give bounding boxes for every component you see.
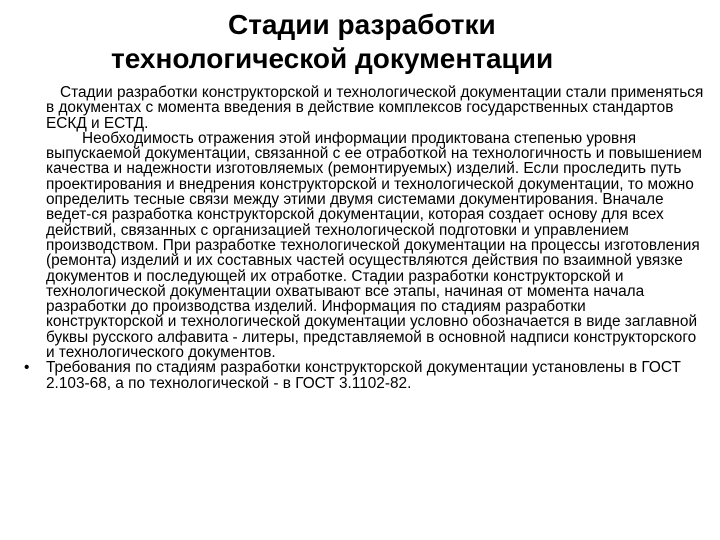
slide-title bbox=[0, 8, 720, 76]
slide-title-line-2: технологической документации bbox=[111, 43, 554, 74]
paragraph-2 bbox=[46, 131, 706, 360]
paragraph-1-text: Стадии разработки конструкторской и технологической документации стали применяться в документах с момента введения в действие комплексов государственных стандартов ЕСКД и ЕСТД. bbox=[46, 84, 704, 132]
bullet-marker: • bbox=[24, 359, 30, 377]
bullet-item-text: Требования по стадиям разработки конструкторской документации установлены в ГОСТ 2.103-68, а по технологической - в ГОСТ 3.1102-82. bbox=[46, 359, 681, 392]
paragraph-2-text: Необходимость отражения этой информации продиктована степенью уровня выпускаемой документации, связанной с ее отработкой на технологичность и повышением качества и надежности изготовляемых (ремонтируемых) изделий. Если проследить путь проектирования и внедрения конструкторской и технологической документации, то можно определить тесные связи между этими двумя системами документирования. Вначале ведет-ся разработка конструкторской документации, которая создает основу для всех действий, связанных с организацией технологической подготовки и управлением производством. При разработке технологической документации на процессы изготовления (ремонта) изделий и их составных частей осуществляются действия по взаимной увязке документов и последующей их отработке. Стадии разработки конструкторской и технологической документации охватывают все этапы, начиная от момента начала разработки до производства изделий. Информация по стадиям разработки конструкторской и технологической документации условно обозначается в виде заглавной буквы русского алфавита - литеры, представляемой в основной надписи конструкторского и технологического документов. bbox=[46, 129, 702, 362]
bullet-item bbox=[24, 359, 706, 392]
slide-body bbox=[24, 84, 706, 392]
paragraph-1 bbox=[46, 85, 706, 131]
slide-title-line-1: Стадии разработки bbox=[228, 9, 496, 40]
